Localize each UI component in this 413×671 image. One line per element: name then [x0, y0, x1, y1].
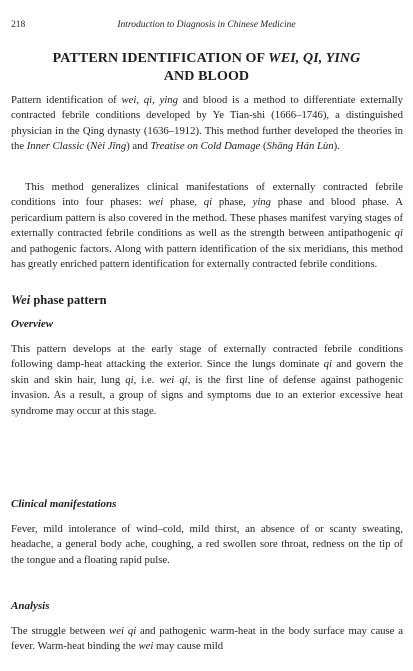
running-head — [11, 20, 402, 34]
running-title: Introduction to Diagnosis in Chinese Medicine — [117, 20, 296, 30]
intro-paragraph-1: Pattern identification of wei, qì, ying and blood is a method to differentiate externally contracted febrile conditions developed by Ye Tian-shi (1666–1746), a distinguished physician in the Qing dynasty (1636–1912). This method further developed the theories in the Inner Classic (Nèi Jīng) and Treatise on Cold Damage (Shāng Hán Lùn). — [11, 94, 403, 153]
overview-paragraph: This pattern develops at the early stage of externally contracted febrile conditions following damp-heat attacking the exterior. Since the lungs dominate qi and govern the skin and skin hair, lung qi, i.e. wei qi, is the first line of defense against pathogenic invasion. As a result, a group of signs and symptoms due to an exterior excessive heat syndrome may occur at this stage. — [11, 343, 403, 417]
chapter-title-line-1 — [11, 50, 402, 68]
subheading-overview: Overview — [11, 318, 54, 330]
intro-paragraph-2: This method generalizes clinical manifestations of externally contracted febrile conditions into four phases: wei phase, qi phase, ying phase and blood phase. A pericardium pattern is also covered in the method. These phases manifest varying stages of externally contracted febrile conditions as well as the strength between antipathogenic qi and pathogenic factors. Along with pattern identification of the six meridians, this method has greatly enriched pattern identification for externally contracted febrile conditions. — [11, 181, 403, 271]
title-text: PATTERN IDENTIFICATION OF — [52, 51, 269, 66]
subheading-clinical-manifestations: Clinical manifestations — [11, 498, 117, 510]
title-italic-text: WEI, QI, YING — [268, 51, 361, 66]
chapter-title — [11, 50, 402, 86]
chapter-title-line-2: AND BLOOD — [163, 69, 250, 84]
page-number: 218 — [11, 20, 26, 30]
clinical-manifestations-paragraph: Fever, mild intolerance of wind–cold, mild thirst, an absence of or scanty sweating, headache, a general body ache, coughing, a red swollen sore throat, redness on the tip of the tongue and a floating rapid pulse. — [11, 523, 403, 566]
subheading-analysis: Analysis — [11, 600, 50, 612]
analysis-paragraph: The struggle between wei qi and pathogenic warm-heat in the body surface may cause a fever. Warm-heat binding the wei may cause mild — [11, 625, 404, 653]
section-heading-wei-phase: Wei phase pattern — [11, 293, 107, 307]
